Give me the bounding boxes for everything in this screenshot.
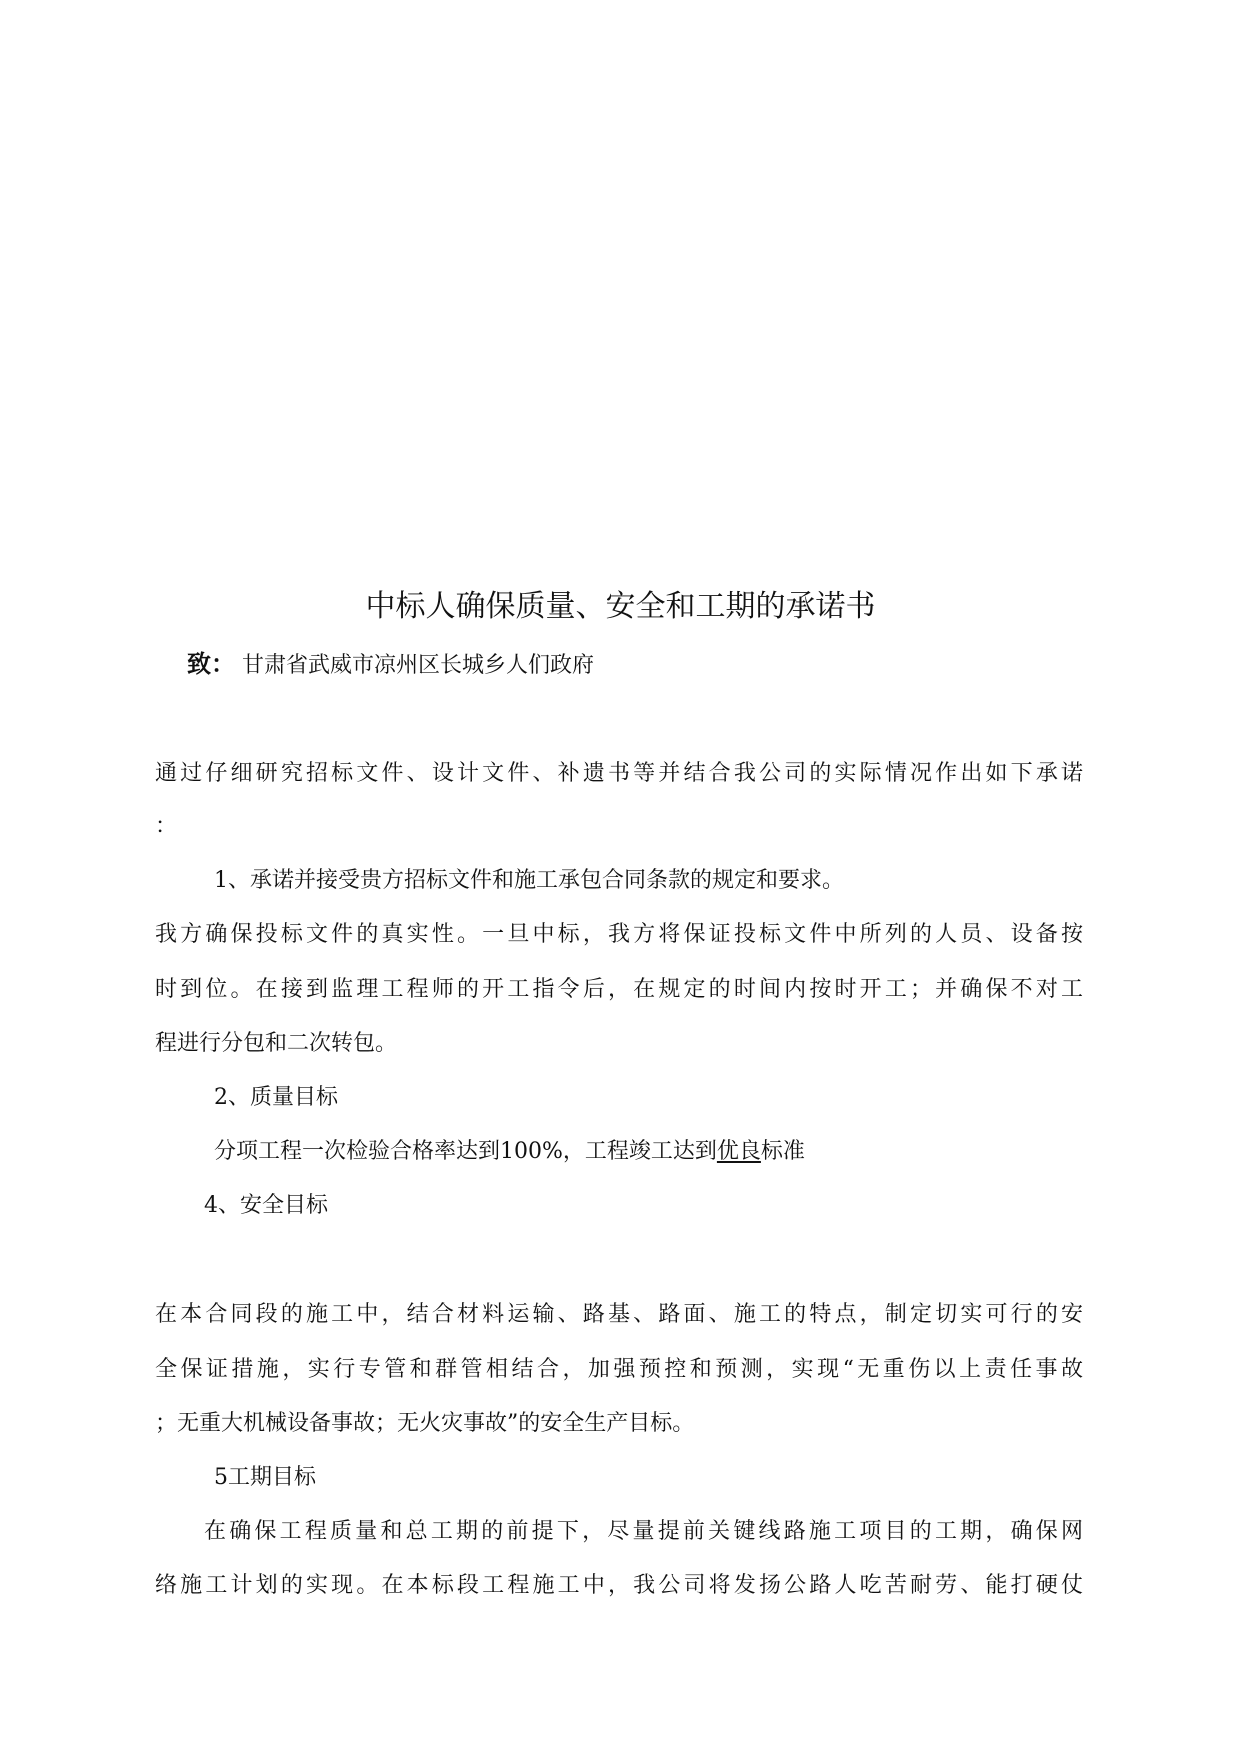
section2-heading: 2、质量目标 — [214, 1085, 338, 1110]
section4-heading: 4、安全目标 — [204, 1193, 328, 1218]
section4-line-3: ；无重大机械设备事故；无火灾事故”的安全生产目标。 — [155, 1411, 695, 1436]
section2-text-before: 分项工程一次检验合格率达到100%，工程竣工达到 — [214, 1139, 717, 1164]
section1-line-2: 时到位。在接到监理工程师的开工指令后，在规定的时间内按时开工；并确保不对工 — [155, 977, 1083, 1002]
section5-heading: 5工期目标 — [214, 1465, 316, 1490]
intro-line-2: ： — [155, 814, 178, 839]
section2-text-after: 标准 — [760, 1139, 805, 1164]
section2-text-underlined: 优良 — [716, 1139, 761, 1164]
section1-line-1: 我方确保投标文件的真实性。一旦中标，我方将保证投标文件中所列的人员、设备按 — [155, 922, 1083, 947]
intro-line-1: 通过仔细研究招标文件、设计文件、补遗书等并结合我公司的实际情况作出如下承诺 — [155, 761, 1083, 786]
section5-line-2: 络施工计划的实现。在本标段工程施工中，我公司将发扬公路人吃苦耐劳、能打硬仗 — [155, 1573, 1083, 1598]
document-title: 中标人确保质量、安全和工期的承诺书 — [365, 589, 876, 624]
recipient-label: 致： — [187, 650, 235, 678]
section1-line-3: 程进行分包和二次转包。 — [155, 1031, 398, 1056]
section5-line-1: 在确保工程质量和总工期的前提下，尽量提前关键线路施工项目的工期，确保网 — [204, 1519, 1083, 1544]
recipient-line — [187, 649, 594, 681]
section4-line-2: 全保证措施，实行专管和群管相结合，加强预控和预测，实现“无重伤以上责任事故 — [155, 1357, 1083, 1382]
section1-heading: 1、承诺并接受贵方招标文件和施工承包合同条款的规定和要求。 — [214, 868, 844, 893]
recipient-name: 甘肃省武威市凉州区长城乡人们政府 — [242, 653, 595, 678]
section4-line-1: 在本合同段的施工中，结合材料运输、路基、路面、施工的特点，制定切实可行的安 — [155, 1302, 1083, 1327]
section2-text — [214, 1137, 805, 1167]
